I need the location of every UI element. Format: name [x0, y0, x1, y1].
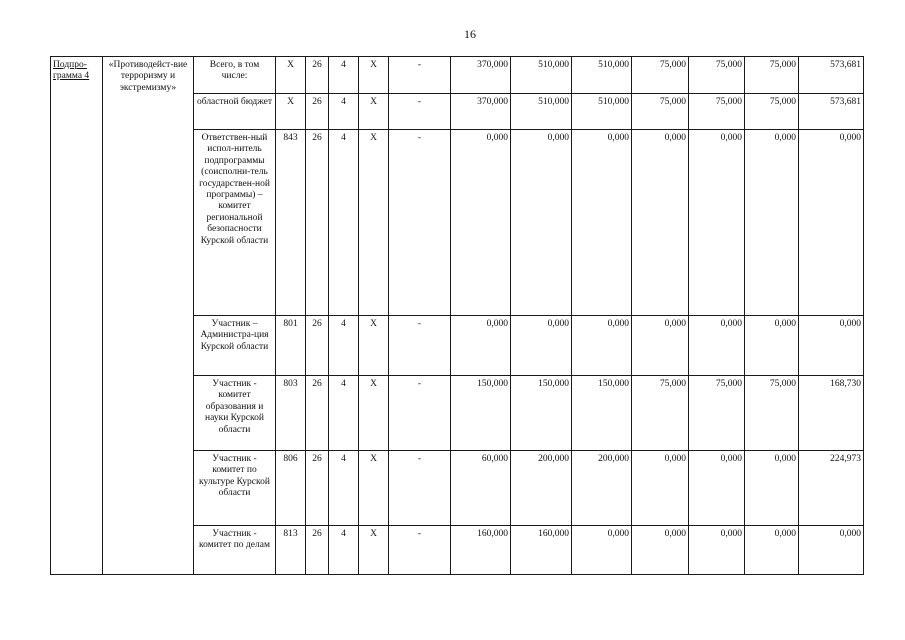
grbs-cell: 801 [276, 316, 306, 376]
value-cell: 200,000 [511, 451, 572, 526]
rz-cell: 26 [306, 526, 329, 575]
value-cell: 510,000 [511, 94, 572, 130]
pr-cell: 4 [329, 376, 359, 451]
value-cell: 0,000 [451, 316, 511, 376]
pr-cell: 4 [329, 451, 359, 526]
responsible-cell: Участник - комитет по культуре Курской области [194, 451, 276, 526]
value-cell: 0,000 [745, 451, 799, 526]
value-cell: 0,000 [632, 130, 689, 316]
pr-cell: 4 [329, 130, 359, 316]
csr-cell: Х [359, 526, 389, 575]
vr-cell: - [389, 316, 451, 376]
grbs-cell: Х [276, 57, 306, 94]
value-cell: 510,000 [572, 94, 632, 130]
vr-cell: - [389, 130, 451, 316]
table-row [51, 57, 864, 94]
value-cell: 0,000 [572, 316, 632, 376]
value-cell: 75,000 [689, 57, 745, 94]
value-cell: 0,000 [632, 526, 689, 575]
value-cell: 75,000 [745, 94, 799, 130]
value-cell: 510,000 [511, 57, 572, 94]
value-cell: 0,000 [745, 130, 799, 316]
grbs-cell: 843 [276, 130, 306, 316]
value-cell: 168,730 [799, 376, 864, 451]
value-cell: 150,000 [572, 376, 632, 451]
rz-cell: 26 [306, 316, 329, 376]
value-cell: 0,000 [745, 316, 799, 376]
value-cell: 75,000 [689, 94, 745, 130]
rz-cell: 26 [306, 376, 329, 451]
responsible-cell: Всего, в том числе: [194, 57, 276, 94]
value-cell: 0,000 [689, 526, 745, 575]
value-cell: 0,000 [632, 451, 689, 526]
value-cell: 0,000 [511, 316, 572, 376]
value-cell: 0,000 [572, 130, 632, 316]
rz-cell: 26 [306, 451, 329, 526]
value-cell: 370,000 [451, 94, 511, 130]
grbs-cell: 806 [276, 451, 306, 526]
page-number: 16 [464, 27, 476, 41]
grbs-cell: 813 [276, 526, 306, 575]
value-cell: 0,000 [689, 451, 745, 526]
responsible-cell: Участник - комитет по делам [194, 526, 276, 575]
value-cell: 0,000 [799, 130, 864, 316]
value-cell: 75,000 [689, 376, 745, 451]
value-cell: 0,000 [572, 526, 632, 575]
value-cell: 75,000 [745, 57, 799, 94]
value-cell: 150,000 [511, 376, 572, 451]
value-cell: 60,000 [451, 451, 511, 526]
subprogram-link[interactable]: Подпро-грамма 4 [53, 60, 90, 82]
value-cell: 0,000 [745, 526, 799, 575]
csr-cell: Х [359, 57, 389, 94]
value-cell: 200,000 [572, 451, 632, 526]
value-cell: 75,000 [632, 57, 689, 94]
csr-cell: Х [359, 451, 389, 526]
rz-cell: 26 [306, 130, 329, 316]
value-cell: 75,000 [632, 94, 689, 130]
pr-cell: 4 [329, 316, 359, 376]
rz-cell: 26 [306, 57, 329, 94]
value-cell: 75,000 [632, 376, 689, 451]
budget-table [50, 56, 864, 575]
value-cell: 0,000 [689, 130, 745, 316]
responsible-cell: областной бюджет [194, 94, 276, 130]
csr-cell: Х [359, 94, 389, 130]
value-cell: 0,000 [451, 130, 511, 316]
value-cell: 573,681 [799, 57, 864, 94]
responsible-cell: Участник – Администра-ция Курской области [194, 316, 276, 376]
grbs-cell: Х [276, 94, 306, 130]
value-cell: 370,000 [451, 57, 511, 94]
vr-cell: - [389, 57, 451, 94]
value-cell: 150,000 [451, 376, 511, 451]
responsible-cell: Участник - комитет образования и науки Курской области [194, 376, 276, 451]
value-cell: 0,000 [632, 316, 689, 376]
value-cell: 0,000 [799, 526, 864, 575]
responsible-cell: Ответствен-ный испол-нитель подпрограммы (соисполни-тель государствен-ной программы) – комитет региональной безопасности Курской области [194, 130, 276, 316]
csr-cell: Х [359, 376, 389, 451]
pr-cell: 4 [329, 94, 359, 130]
value-cell: 573,681 [799, 94, 864, 130]
grbs-cell: 803 [276, 376, 306, 451]
pr-cell: 4 [329, 526, 359, 575]
value-cell: 510,000 [572, 57, 632, 94]
pr-cell: 4 [329, 57, 359, 94]
subprogram-name: «Противодейст-вие терроризму и экстремизму» [103, 57, 194, 575]
subprogram-cell [51, 57, 103, 575]
vr-cell: - [389, 451, 451, 526]
value-cell: 75,000 [745, 376, 799, 451]
value-cell: 160,000 [451, 526, 511, 575]
value-cell: 0,000 [511, 130, 572, 316]
value-cell: 224,973 [799, 451, 864, 526]
value-cell: 160,000 [511, 526, 572, 575]
vr-cell: - [389, 376, 451, 451]
csr-cell: Х [359, 130, 389, 316]
value-cell: 0,000 [799, 316, 864, 376]
rz-cell: 26 [306, 94, 329, 130]
vr-cell: - [389, 94, 451, 130]
vr-cell: - [389, 526, 451, 575]
csr-cell: Х [359, 316, 389, 376]
value-cell: 0,000 [689, 316, 745, 376]
